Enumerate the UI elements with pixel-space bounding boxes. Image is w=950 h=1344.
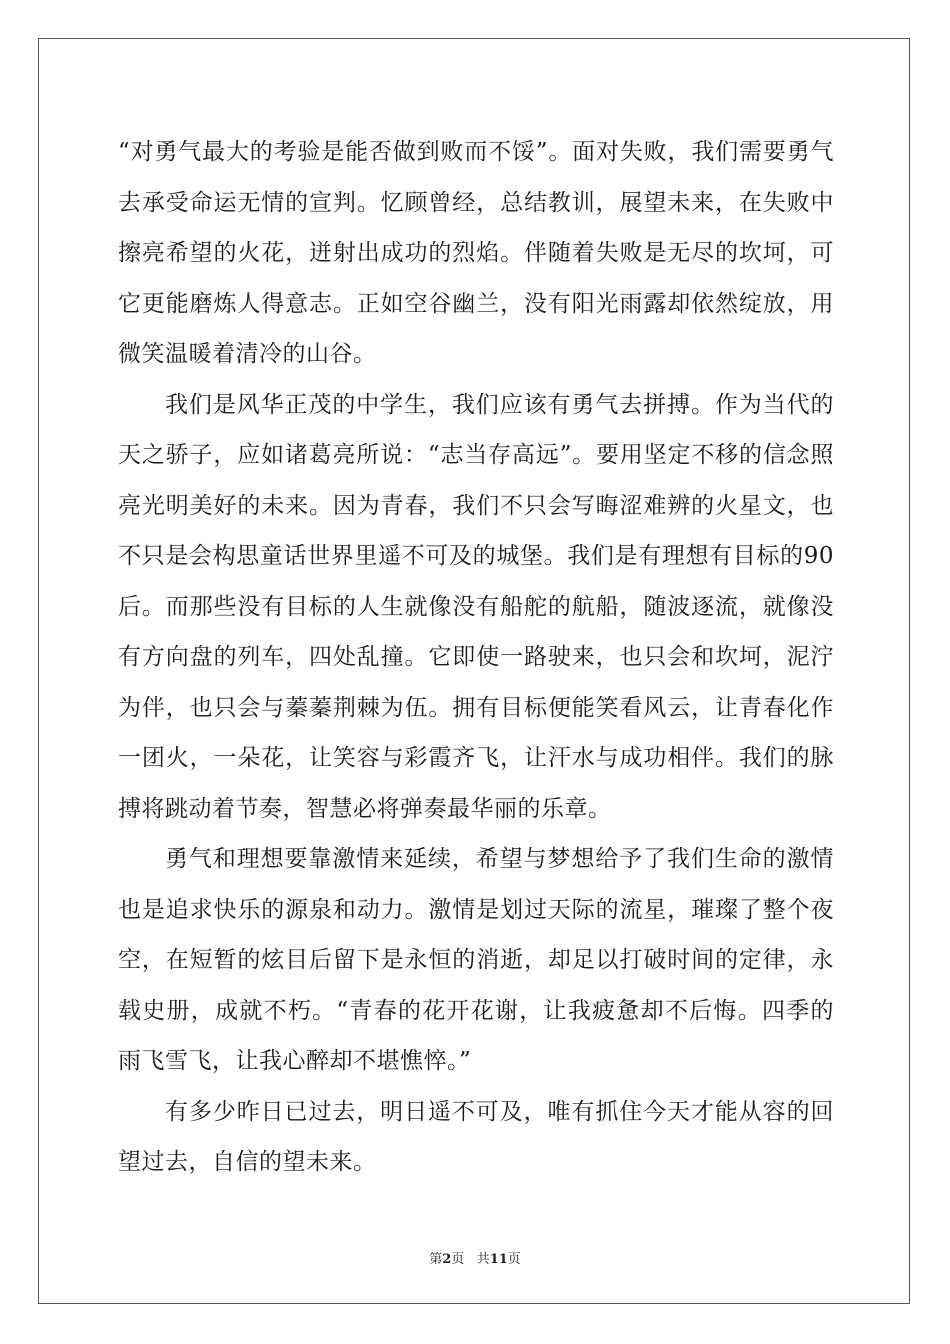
page-suffix: 页 <box>451 1252 465 1267</box>
page-footer <box>0 1248 950 1267</box>
paragraph-1: “对勇气最大的考验是能否做到败而不馁”。面对失败，我们需要勇气去承受命运无情的宣判。忆顾曾经，总结教训，展望未来，在失败中擦亮希望的火花，迸射出成功的烈焰。伴随着失败是无尽的坎坷，可它更能磨炼人得意志。正如空谷幽兰，没有阳光雨露却依然绽放，用微笑温暖着清冷的山谷。 <box>118 139 834 367</box>
paragraph-3: 勇气和理想要靠激情来延续，希望与梦想给予了我们生命的激情也是追求快乐的源泉和动力。激情是划过天际的流星，璀璨了整个夜空，在短暂的炫目后留下是永恒的消逝，却足以打破时间的定律，永载史册，成就不朽。“青春的花开花谢，让我疲惫却不后悔。四季的雨飞雪飞，让我心醉却不堪憔悴。” <box>118 846 834 1074</box>
page-prefix: 第 <box>429 1252 443 1267</box>
paragraph-4: 有多少昨日已过去，明日遥不可及，唯有抓住今天才能从容的回望过去，自信的望未来。 <box>118 1098 834 1175</box>
paragraph-2: 我们是风华正茂的中学生，我们应该有勇气去拼搏。作为当代的天之骄子，应如诸葛亮所说：“志当存高远”。要用坚定不移的信念照亮光明美好的未来。因为青春，我们不只会写晦涩难辨的火星文，也不只是会构思童话世界里遥不可及的城堡。我们是有理想有目标的90后。而那些没有目标的人生就像没有船舵的航船，随波逐流，就像没有方向盘的列车，四处乱撞。它即使一路驶来，也只会和坎坷，泥泞为伴，也只会与蓁蓁荆棘为伍。拥有目标便能笑看风云，让青春化作一团火，一朵花，让笑容与彩霞齐飞，让汗水与成功相伴。我们的脉搏将跳动着节奏，智慧必将弹奏最华丽的乐章。 <box>118 391 834 822</box>
document-body <box>118 127 834 1188</box>
total-suffix: 页 <box>507 1252 521 1267</box>
total-pages: 11 <box>489 1252 508 1267</box>
total-prefix: 共 <box>476 1252 490 1267</box>
page-number: 2 <box>442 1252 452 1267</box>
